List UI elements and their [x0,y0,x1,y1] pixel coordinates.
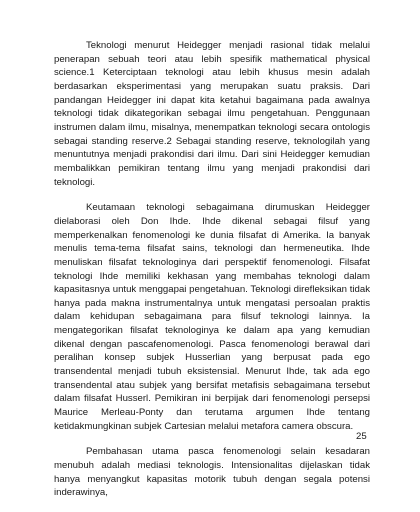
page-number: 25 [356,431,367,442]
paragraph-don-ihde: Keutamaan teknologi sebagaimana dirumuskan Heidegger dielaborasi oleh Don Ihde. Ihde dikenal sebagai filsuf yang memperkenalkan fenomenologi ke dunia filsafat di Amerika. Ia banyak menulis tema-tema filsafat sains, teknologi dan hermeneutika. Ihde menuliskan filsafat teknologinya dari perspektif fenomenologi. Filsafat teknologi Ihde memiliki kekhasan yang membahas teknologi dalam kapasitasnya untuk menggapai pengetahuan. Teknologi direfleksikan tidak hanya pada makna instrumentalnya untuk mengatasi persoalan praktis dalam kehidupan sebagaimana para filsuf teknologi lainnya. Ia mengategorikan filsafat teknologinya ke dalam apa yang kemudian dikenal dengan pascafenomenologi. Pasca fenomenologi berawal dari peralihan konsep subjek Husserlian yang berpusat pada ego transendental menjadi tubuh eksistensial. Menurut Ihde, tak ada ego transendental atau subjek yang bersifat metafisis sebagaimana tersebut dalam filsafat Husserl. Pemikiran ini berpijak dari fenomenologi persepsi Maurice Merleau-Ponty dan terutama argumen Ihde tentang ketidakmungkinan subjek Cartesian melalui metafora camera obscura. [54,202,370,432]
body-text [54,39,370,512]
paragraph-heidegger-technology: Teknologi menurut Heidegger menjadi rasional tidak melalui penerapan sebuah teori atau lebih spesifik mathematical physical science.1 Keterciptaan teknologi atau lebih khusus mesin adalah berdasarkan eksperimentasi yang merupakan suatu praksis. Dari pandangan Heidegger ini dapat kita ketahui bagaimana pada awalnya teknologi tidak dikategorikan sebagai ilmu pengetahuan. Penggunaan instrumen dalam ilmu, misalnya, menempatkan teknologi secara ontologis sebagai standing reserve.2 Sebagai standing reserve, teknologilah yang menuntutnya menjadi prakondisi dari ilmu. Dari sini Heidegger kemudian membalikkan pemikiran tentang ilmu yang menjadi prakondisi dari teknologi. [54,40,370,188]
paragraph-postphenomenology: Pembahasan utama pasca fenomenologi selain kesadaran menubuh adalah mediasi teknologis. Intensionalitas dijelaskan tidak hanya menyangkut kapasitas motorik tubuh dengan segala potensi inderawinya, [54,446,370,499]
